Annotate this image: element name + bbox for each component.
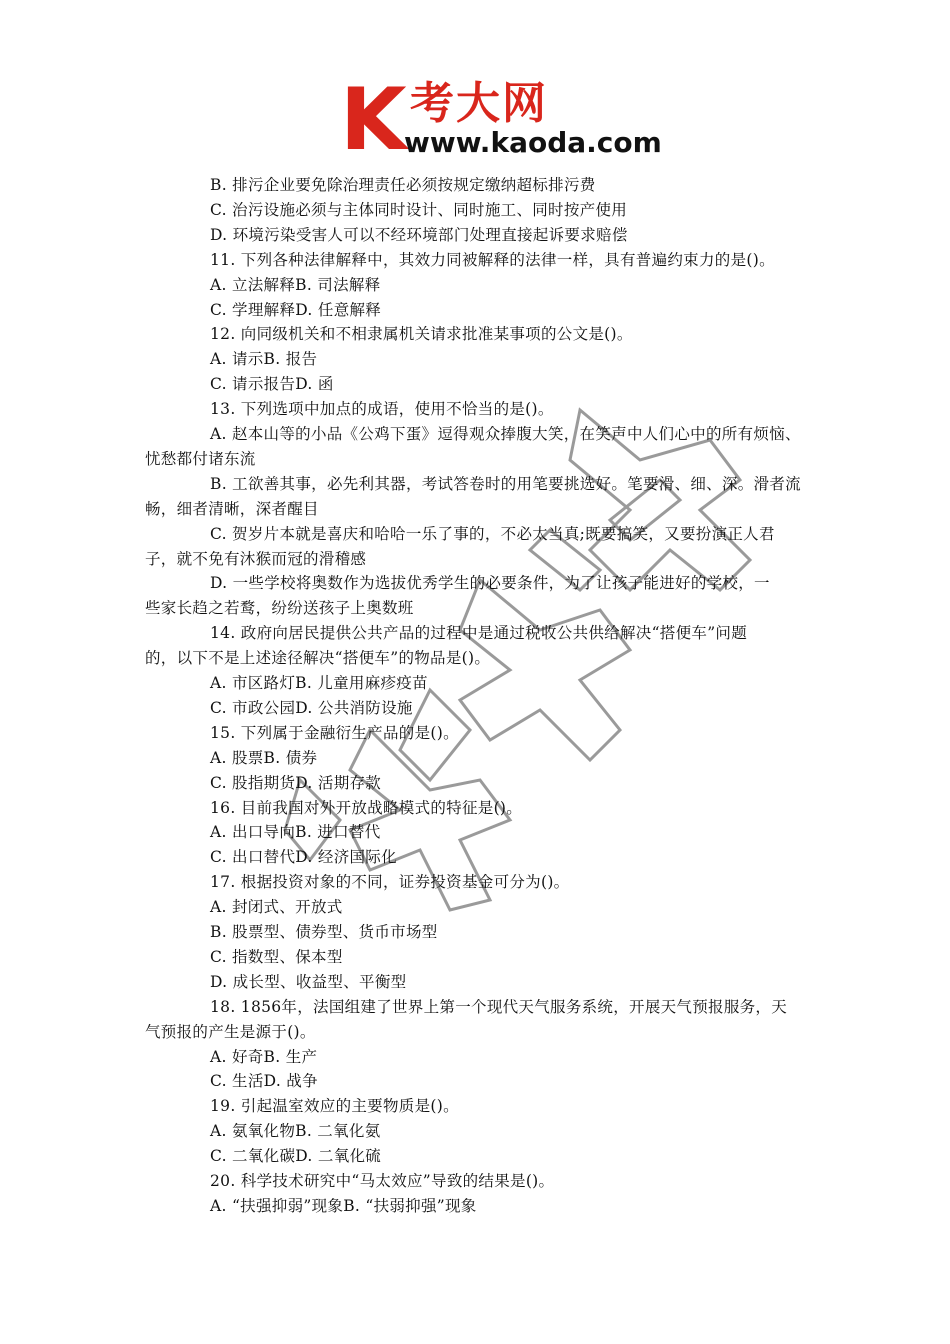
logo-url: www.kaoda.com bbox=[404, 126, 662, 159]
text-line: 14. 政府向居民提供公共产品的过程中是通过税收公共供给解决“搭便车”问题 bbox=[210, 624, 748, 643]
text-line: C. 生活D. 战争 bbox=[210, 1072, 318, 1091]
text-line: 20. 科学技术研究中“马太效应”导致的结果是()。 bbox=[210, 1172, 555, 1190]
text-line: C. 请示报告D. 函 bbox=[210, 375, 334, 394]
text-line: A. 立法解释B. 司法解释 bbox=[210, 275, 381, 294]
text-line: C. 贺岁片本就是喜庆和哈哈一乐了事的，不必太当真;既要搞笑，又要扮演正人君 bbox=[210, 524, 775, 543]
text-line: A. 请示B. 报告 bbox=[210, 350, 318, 369]
text-line: 12. 向同级机关和不相隶属机关请求批准某事项的公文是()。 bbox=[210, 325, 633, 344]
text-line: A. 氨氧化物B. 二氧化氨 bbox=[210, 1122, 381, 1141]
text-line: C. 学理解释D. 任意解释 bbox=[210, 300, 382, 319]
text-line: D. 环境污染受害人可以不经环境部门处理直接起诉要求赔偿 bbox=[210, 225, 628, 244]
text-line: 忧愁都付诸东流 bbox=[145, 449, 256, 468]
text-line: B. 工欲善其事，必先利其器，考试答卷时的用笔要挑选好。笔要滑、细、深。滑者流 bbox=[210, 474, 801, 493]
text-line: B. 股票型、债券型、货币市场型 bbox=[210, 923, 438, 941]
logo-k-mark: K bbox=[340, 70, 405, 170]
text-line: 11. 下列各种法律解释中，其效力同被解释的法律一样，具有普遍约束力的是()。 bbox=[210, 250, 775, 269]
text-line: D. 成长型、收益型、平衡型 bbox=[210, 972, 407, 991]
text-line: 13. 下列选项中加点的成语，使用不恰当的是()。 bbox=[210, 400, 554, 419]
text-line: C. 指数型、保本型 bbox=[210, 947, 343, 966]
text-line: A. 封闭式、开放式 bbox=[210, 898, 343, 917]
text-line: 畅，细者清晰，深者醒目 bbox=[145, 499, 319, 518]
text-line: A. 好奇B. 生产 bbox=[210, 1047, 318, 1066]
text-line: 气预报的产生是源于()。 bbox=[145, 1022, 316, 1041]
text-line: 19. 引起温室效应的主要物质是()。 bbox=[210, 1097, 459, 1116]
text-line: B. 排污企业要免除治理责任必须按规定缴纳超标排污费 bbox=[210, 176, 596, 194]
text-line: A. 市区路灯B. 儿童用麻疹疫苗 bbox=[210, 674, 428, 692]
text-line: C. 股指期货D. 活期存款 bbox=[210, 773, 382, 792]
logo-name: 考大网 bbox=[410, 78, 548, 129]
site-logo bbox=[336, 70, 666, 170]
text-line: D. 一些学校将奥数作为选拔优秀学生的必要条件，为了让孩子能进好的学校，一 bbox=[210, 574, 770, 593]
text-line: 15. 下列属于金融衍生产品的是()。 bbox=[210, 723, 459, 742]
text-line: C. 二氧化碳D. 二氧化硫 bbox=[210, 1147, 382, 1166]
text-line: A. 赵本山等的小品《公鸡下蛋》逗得观众捧腹大笑，在笑声中人们心中的所有烦恼、 bbox=[210, 425, 801, 443]
text-line: C. 市政公园D. 公共消防设施 bbox=[210, 698, 413, 717]
text-line: 16. 目前我国对外开放战略模式的特征是()。 bbox=[210, 798, 523, 817]
text-line: 18. 1856年，法国组建了世界上第一个现代天气服务系统，开展天气预报服务，天 bbox=[210, 997, 788, 1016]
text-line: A. 出口导向B. 进口替代 bbox=[210, 823, 381, 842]
text-line: 的，以下不是上述途径解决“搭便车”的物品是()。 bbox=[145, 649, 491, 668]
text-line: A. 股票B. 债券 bbox=[210, 748, 318, 767]
text-line: C. 治污设施必须与主体同时设计、同时施工、同时按产使用 bbox=[210, 200, 628, 219]
text-line: 17. 根据投资对象的不同，证券投资基金可分为()。 bbox=[210, 873, 570, 892]
text-line: A. “扶强抑弱”现象B. “扶弱抑强”现象 bbox=[210, 1196, 477, 1215]
text-line: 些家长趋之若鹜，纷纷送孩子上奥数班 bbox=[145, 599, 414, 618]
text-line: C. 出口替代D. 经济国际化 bbox=[210, 848, 397, 867]
text-line: 子，就不免有沐猴而冠的滑稽感 bbox=[145, 549, 367, 568]
